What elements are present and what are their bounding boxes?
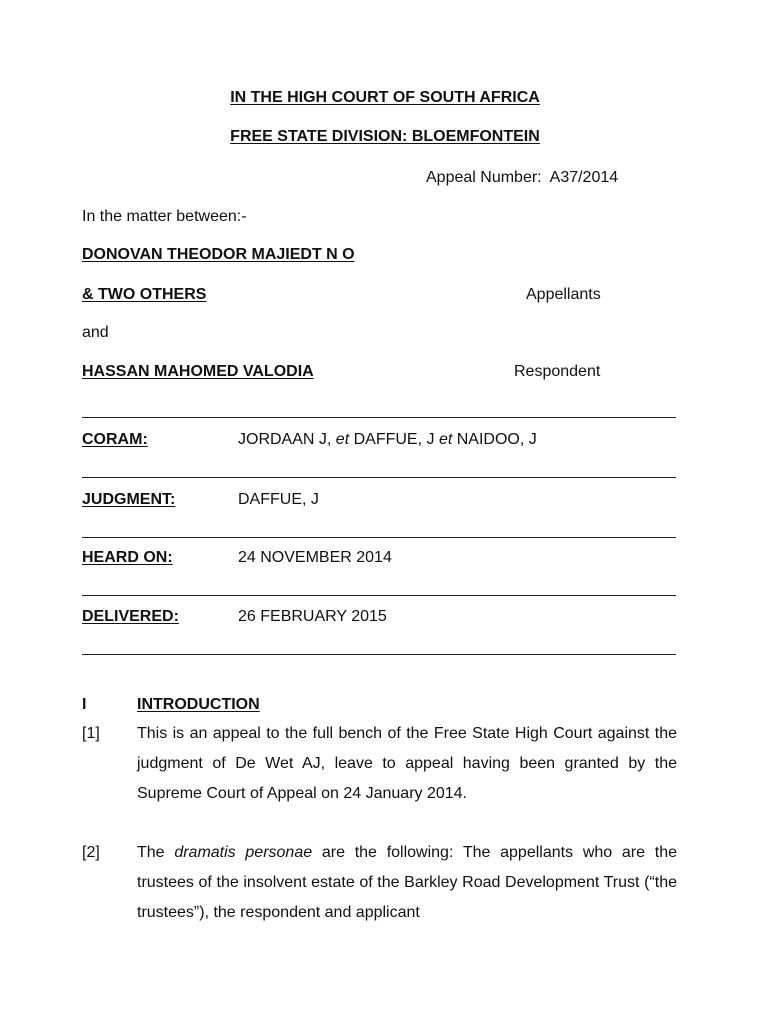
coram-label: CORAM:: [82, 431, 148, 448]
heard-on-label: HEARD ON:: [82, 549, 173, 566]
delivered-label: DELIVERED:: [82, 608, 179, 625]
section-numeral: I: [82, 696, 87, 713]
judgment-value: DAFFUE, J: [238, 491, 319, 508]
appellant-role: Appellants: [526, 286, 601, 303]
appeal-number-label: Appeal Number:: [426, 169, 542, 186]
matter-between: In the matter between:-: [82, 208, 247, 225]
court-title: IN THE HIGH COURT OF SOUTH AFRICA: [230, 89, 540, 106]
respondent-name: HASSAN MAHOMED VALODIA: [82, 363, 314, 380]
judgment-label: JUDGMENT:: [82, 491, 176, 508]
appellant-others: & TWO OTHERS: [82, 286, 207, 303]
paragraph-1: This is an appeal to the full bench of the Free State High Court against the judgment of De Wet AJ, leave to appeal having been granted by the Supreme Court of Appeal on 24 January 2014.: [137, 725, 677, 802]
coram-judge-1: JORDAAN J,: [238, 431, 332, 448]
heard-on-value: 24 NOVEMBER 2014: [238, 549, 392, 566]
paragraph-2: [137, 838, 677, 928]
appellant-name: DONOVAN THEODOR MAJIEDT N O: [82, 246, 355, 263]
section-title: INTRODUCTION: [137, 696, 260, 713]
paragraph-2-start: The: [137, 844, 165, 861]
coram-judge-3: NAIDOO, J: [456, 431, 537, 448]
paragraph-2-rest: are the following: The appellants who are the trustees of the insolvent estate of the Barkley Road Development Trust (“the trustees”), the respondent and applicant: [137, 844, 677, 921]
coram-judge-2: DAFFUE, J: [353, 431, 435, 448]
paragraph-number: [2]: [82, 844, 100, 861]
respondent-role: Respondent: [514, 363, 601, 380]
divider: [82, 654, 676, 655]
division-title: FREE STATE DIVISION: BLOEMFONTEIN: [230, 128, 540, 145]
appeal-number: A37/2014: [549, 169, 619, 186]
appeal-number-line: [426, 168, 618, 188]
divider: [82, 595, 676, 596]
divider: [82, 537, 676, 538]
coram-value: [238, 430, 537, 450]
divider: [82, 417, 676, 418]
delivered-value: 26 FEBRUARY 2015: [238, 608, 387, 625]
and-conjunction: and: [82, 324, 109, 341]
paragraph-number: [1]: [82, 725, 100, 742]
coram-et-1: et: [335, 431, 350, 448]
paragraph-2-italic: dramatis personae: [174, 844, 313, 861]
coram-et-2: et: [438, 431, 453, 448]
divider: [82, 477, 676, 478]
